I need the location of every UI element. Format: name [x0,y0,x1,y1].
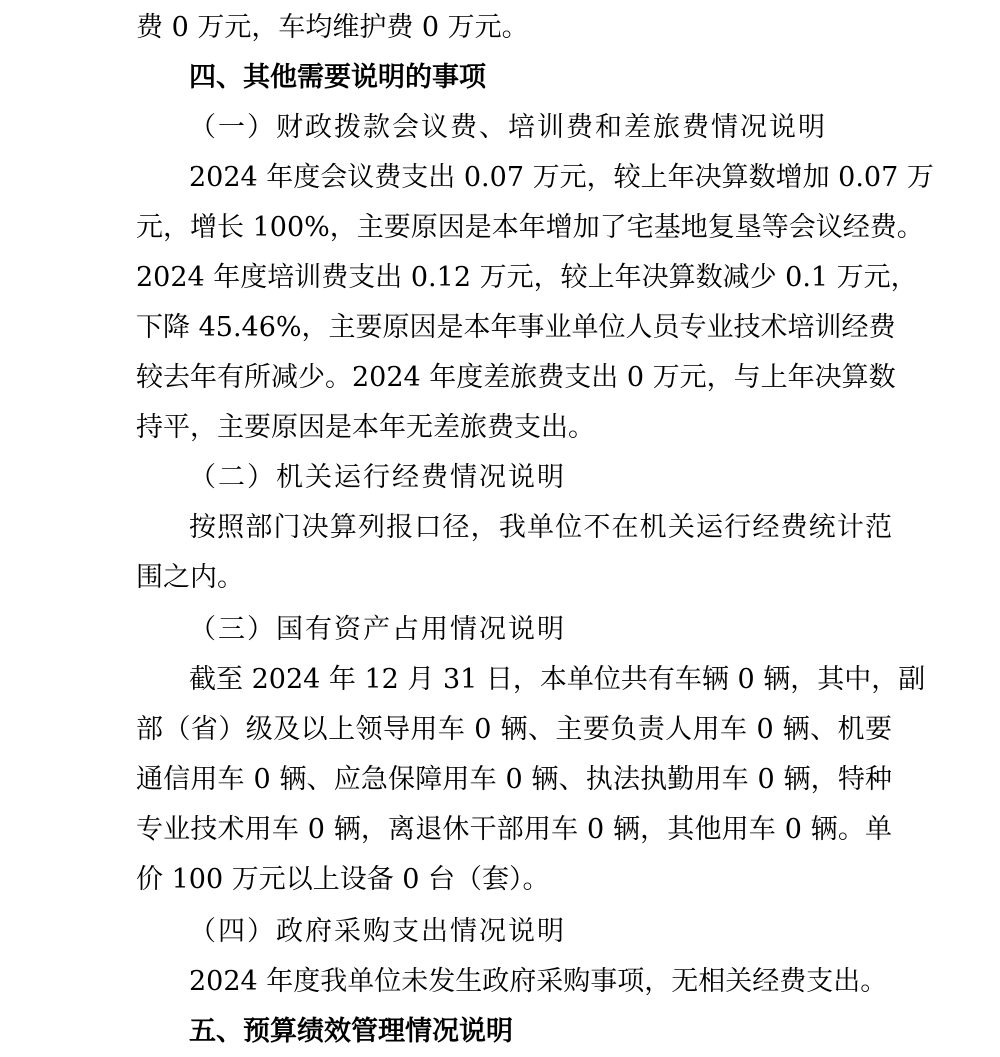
paragraph-line: 通信用车 0 辆、应急保障用车 0 辆、执法执勤用车 0 辆，特种 [136,764,892,795]
paragraph-line: 2024 年度我单位未发生政府采购事项，无相关经费支出。 [189,966,888,997]
paragraph-line: 下降 45.46%，主要原因是本年事业单位人员专业技术培训经费 [136,312,896,343]
subsection-heading-2: （二）机关运行经费情况说明 [189,462,566,493]
paragraph-line: 按照部门决算列报口径，我单位不在机关运行经费统计范 [189,512,892,543]
paragraph-line: 截至 2024 年 12 月 31 日，本单位共有车辆 0 辆，其中，副 [189,664,926,695]
section-heading-5: 五、预算绩效管理情况说明 [189,1016,513,1047]
paragraph-line: 较去年有所减少。2024 年度差旅费支出 0 万元，与上年决算数 [136,362,896,393]
paragraph-line: 2024 年度会议费支出 0.07 万元，较上年决算数增加 0.07 万 [189,162,934,193]
paragraph-line: 元，增长 100%，主要原因是本年增加了宅基地复垦等会议经费。 [136,212,924,243]
paragraph-line: 2024 年度培训费支出 0.12 万元，较上年决算数减少 0.1 万元， [136,262,918,293]
paragraph-line: 专业技术用车 0 辆，离退休干部用车 0 辆，其他用车 0 辆。单 [136,814,892,845]
paragraph-line: 部（省）级及以上领导用车 0 辆、主要负责人用车 0 辆、机要 [136,714,892,745]
subsection-heading-1: （一）财政拨款会议费、培训费和差旅费情况说明 [189,112,827,143]
subsection-heading-4: （四）政府采购支出情况说明 [189,916,566,947]
paragraph-line: 费 0 万元，车均维护费 0 万元。 [136,12,529,43]
section-heading-4: 四、其他需要说明的事项 [189,62,486,93]
paragraph-line: 持平，主要原因是本年无差旅费支出。 [136,412,595,443]
paragraph-line: 围之内。 [136,562,244,593]
paragraph-line: 价 100 万元以上设备 0 台（套）。 [136,864,550,895]
subsection-heading-3: （三）国有资产占用情况说明 [189,614,566,645]
